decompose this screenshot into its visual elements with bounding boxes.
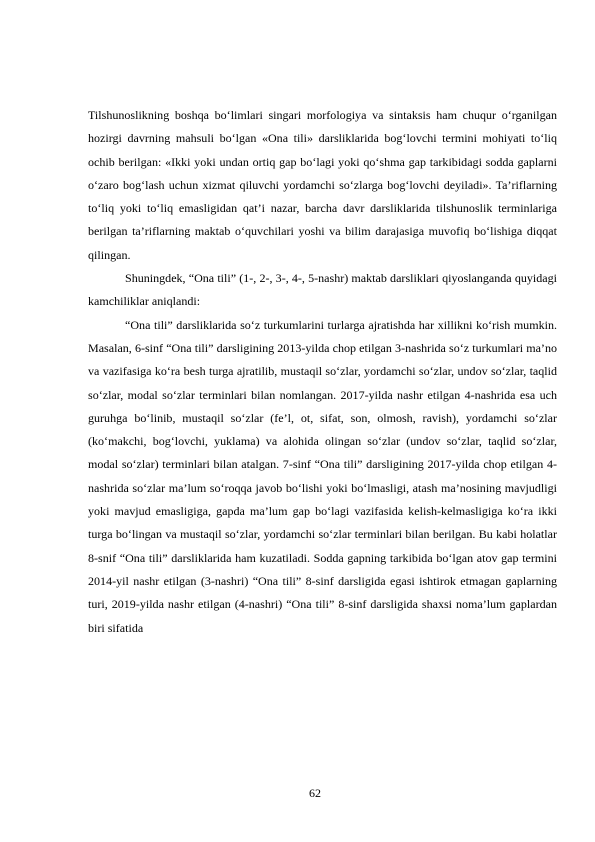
paragraph-2: Shuningdek, “Ona tili” (1-, 2-, 3-, 4-, 5-nashr) maktab darsliklari qiyoslanganda quyidagi kamchiliklar aniqlandi: <box>88 271 557 309</box>
body-text <box>88 104 557 640</box>
paragraph-1: Tilshunoslikning boshqa bo‘limlari singari morfologiya va sintaksis ham chuqur o‘rganilgan hozirgi davrning mahsuli bo‘lgan «Ona tili» darsliklarida bog‘lovchi termini mohiyati to‘liq ochib berilgan: «Ikki yoki undan ortiq gap bo‘lagi yoki qo‘shma gap tarkibidagi sodda gaplarni o‘zaro bog‘lash uchun xizmat qiluvchi yordamchi so‘zlarga bog‘lovchi deyiladi». Ta’riflarning to‘liq yoki to‘liq emasligidan qat’i nazar, barcha davr darsliklarida tilshunoslik terminlariga berilgan ta’riflarning maktab o‘quvchilari yoshi va bilim darajasiga muvofiq bo‘lishiga diqqat qilingan. <box>88 108 557 262</box>
page-number: 62 <box>309 786 321 800</box>
paragraph-3: “Ona tili” darsliklarida so‘z turkumlarini turlarga ajratishda har xillikni ko‘rish mumkin. Masalan, 6-sinf “Ona tili” darsligining 2013-yilda chop etilgan 3-nashrida so‘z turkumlari ma’no va vazifasiga ko‘ra besh turga ajratilib, mustaqil so‘zlar, yordamchi so‘zlar, undov so‘zlar, taqlid so‘zlar, modal so‘zlar terminlari bilan nomlangan. 2017-yilda nashr etilgan 4-nashrida esa uch guruhga bo‘linib, mustaqil so‘zlar (fe’l, ot, sifat, son, olmosh, ravish), yordamchi so‘zlar (ko‘makchi, bog‘lovchi, yuklama) va alohida olingan so‘zlar (undov so‘zlar, taqlid so‘zlar, modal so‘zlar) terminlari bilan atalgan. 7-sinf “Ona tili” darsligining 2017-yilda chop etilgan 4-nashrida so‘zlar ma’lum so‘roqqa javob bo‘lishi yoki bo‘lmasligi, atash ma’nosining mavjudligi yoki mavjud emasligiga, gapda ma’lum gap bo‘lagi vazifasida kelish-kelmasligiga ko‘ra ikki turga bo‘lingan va mustaqil so‘zlar, yordamchi so‘zlar terminlari bilan berilgan. Bu kabi holatlar 8-snif “Ona tili” darsliklarida ham kuzatiladi. Sodda gapning tarkibida bo‘lgan atov gap termini 2014-yil nashr etilgan (3-nashri) “Ona tili” 8-sinf darsligida egasi ishtirok etmagan gaplarning turi, 2019-yilda nashr etilgan (4-nashri) “Ona tili” 8-sinf darsligida shaxsi noma’lum gaplardan biri sifatida <box>88 317 557 635</box>
